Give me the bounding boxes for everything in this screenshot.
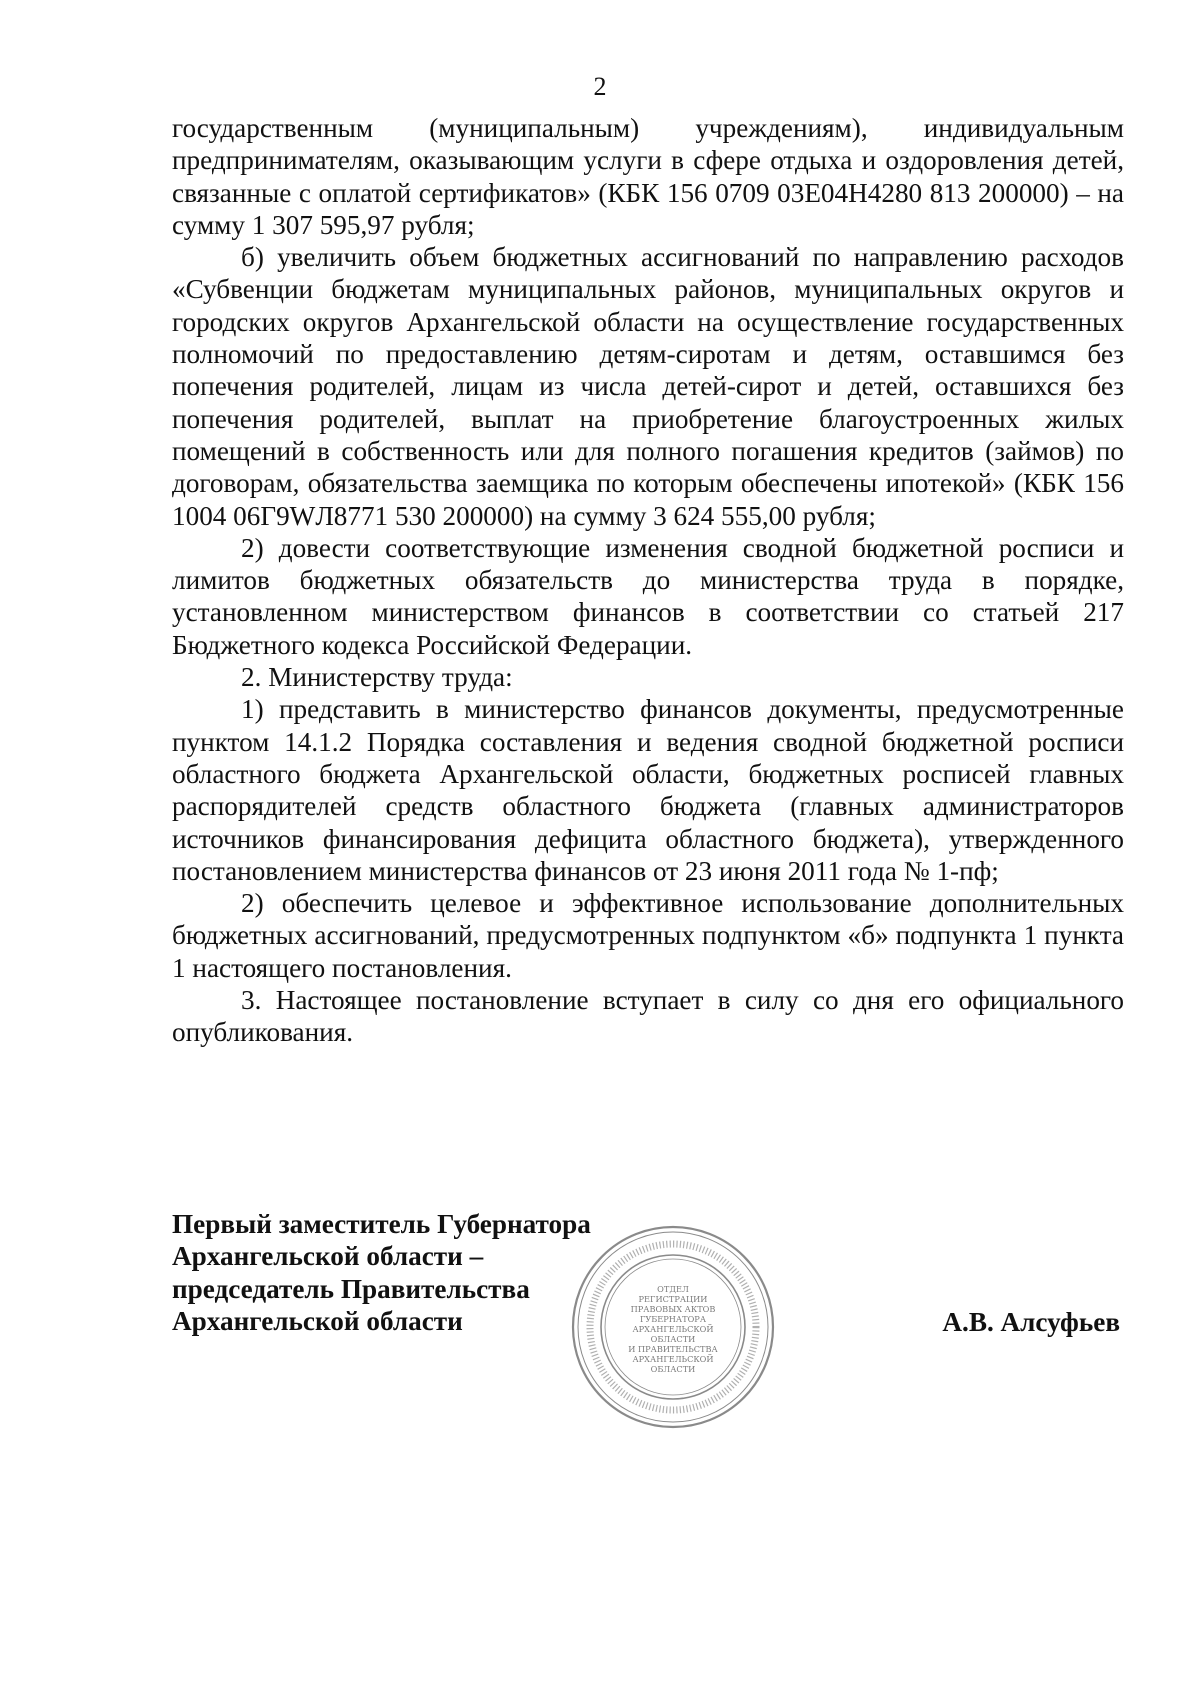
official-seal-stamp (568, 1222, 778, 1432)
document-body (172, 112, 1124, 1049)
signatory-name: А.В. Алсуфьев (942, 1307, 1120, 1337)
signatory-title-line: Архангельской области – (172, 1241, 484, 1272)
paragraph: 2) довести соответствующие изменения сводной бюджетной росписи и лимитов бюджетных обязательств до министерства труда в порядке, установленном министерством финансов в соответствии со статьей 217 Бюджетного кодекса Российской Федерации. (172, 532, 1124, 660)
paragraph: 2. Министерству труда: (241, 662, 513, 693)
svg-text:ОБЛАСТИ: ОБЛАСТИ (650, 1364, 696, 1374)
seal-text (628, 1284, 718, 1374)
svg-text:ПРАВОВЫХ АКТОВ: ПРАВОВЫХ АКТОВ (630, 1304, 716, 1314)
svg-text:РЕГИСТРАЦИИ: РЕГИСТРАЦИИ (638, 1294, 708, 1304)
paragraph: 3. Настоящее постановление вступает в силу со дня его официального опубликования. (172, 985, 1124, 1048)
signatory-title-line: Первый заместитель Губернатора (172, 1209, 591, 1239)
svg-text:АРХАНГЕЛЬСКОЙ: АРХАНГЕЛЬСКОЙ (632, 1354, 714, 1364)
paragraph: 1) представить в министерство финансов документы, предусмотренные пунктом 14.1.2 Порядка составления и ведения сводной бюджетной росписи областного бюджета Архангельской области, бюджетных росписей главных распорядителей средств областного бюджета (главных администраторов источников финансирования дефицита областного бюджета), утвержденного постановлением министерства финансов от 23 июня 2011 года № 1-пф; (172, 694, 1124, 886)
svg-text:АРХАНГЕЛЬСКОЙ: АРХАНГЕЛЬСКОЙ (632, 1324, 714, 1334)
svg-text:ОТДЕЛ: ОТДЕЛ (657, 1284, 689, 1294)
svg-text:ГУБЕРНАТОРА: ГУБЕРНАТОРА (639, 1314, 707, 1324)
page-number: 2 (593, 72, 607, 101)
svg-text:И ПРАВИТЕЛЬСТВА: И ПРАВИТЕЛЬСТВА (628, 1344, 718, 1354)
paragraph: 2) обеспечить целевое и эффективное использование дополнительных бюджетных ассигнований, предусмотренных подпунктом «б» подпункта 1 пункта 1 настоящего постановления. (172, 888, 1124, 983)
paragraph: государственным (муниципальным) учреждениям), индивидуальным предпринимателям, оказывающим услуги в сфере отдыха и оздоровления детей, связанные с оплатой сертификатов» (КБК 156 0709 03Е04Н4280 813 200000) – на сумму 1 307 595,97 рубля; (172, 113, 1124, 240)
seal-graphic (568, 1222, 778, 1432)
paragraph: б) увеличить объем бюджетных ассигнований по направлению расходов «Субвенции бюджетам муниципальных районов, муниципальных округов и городских округов Архангельской области на осуществление государственных полномочий по предоставлению детям-сиротам и детям, оставшимся без попечения родителей, лицам из числа детей-сирот и детей, оставшихся без попечения родителей, выплат на приобретение благоустроенных жилых помещений в собственность или для полного погашения кредитов (займов) по договорам, обязательства заемщика по которым обеспечены ипотекой» (КБК 156 1004 06Г9WЛ8771 530 200000) на сумму 3 624 555,00 рубля; (172, 242, 1124, 531)
signatory-title (172, 1208, 591, 1337)
signatory-title-line: Архангельской области (172, 1305, 463, 1336)
signatory-title-line: председатель Правительства (172, 1273, 530, 1304)
svg-text:ОБЛАСТИ: ОБЛАСТИ (650, 1334, 696, 1344)
